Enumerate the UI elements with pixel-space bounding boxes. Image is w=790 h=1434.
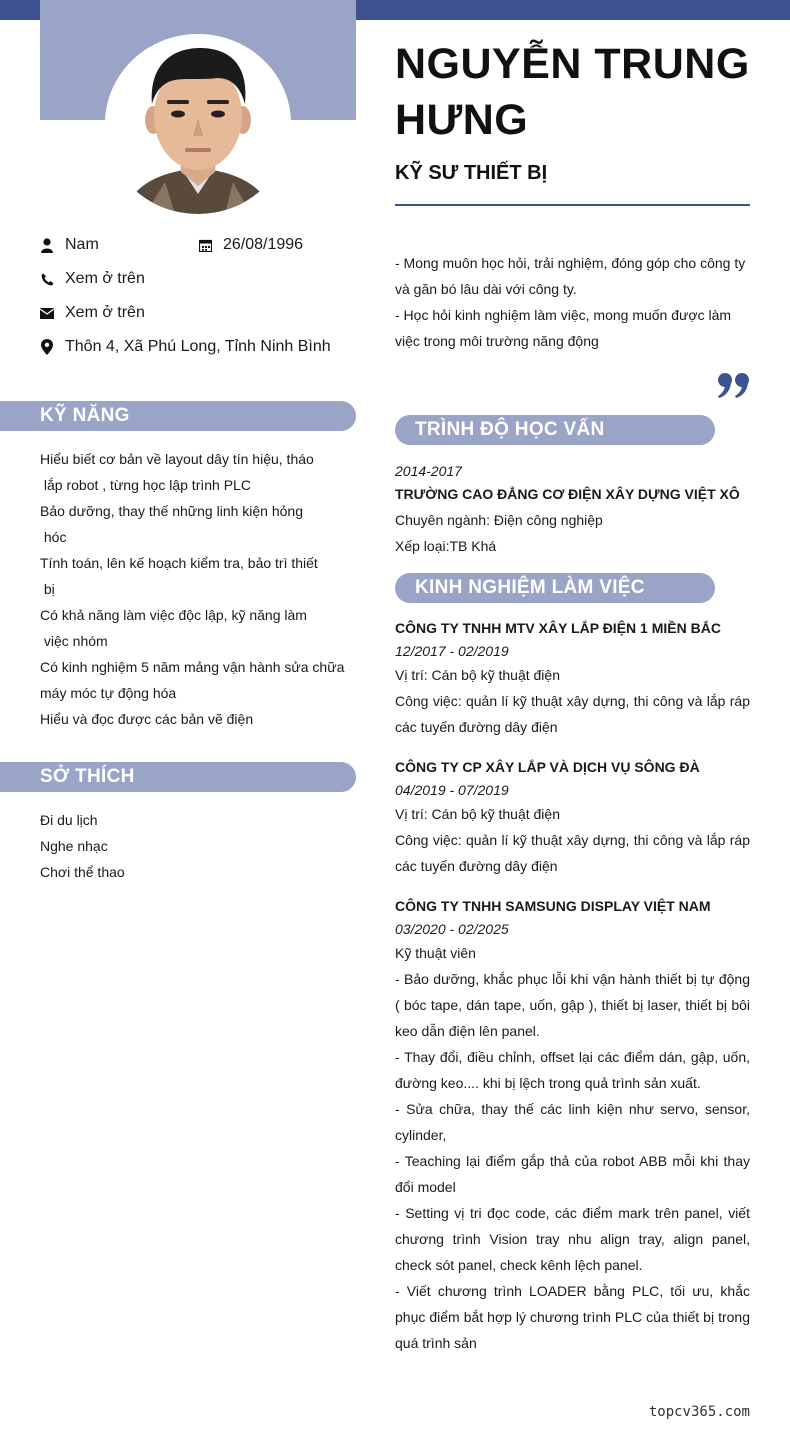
job-line: - Thay đổi, điều chỉnh, offset lại các điểm dán, gập, uốn, đường keo.... khi bị lệch trong quả trình sản xuất. (395, 1049, 750, 1091)
address-value: Thôn 4, Xã Phú Long, Tỉnh Ninh Bình (65, 338, 331, 355)
hobby-item: Chơi thể thao (40, 864, 125, 880)
school-name: TRƯỜNG CAO ĐẲNG CƠ ĐIỆN XÂY DỰNG VIỆT XÔ (395, 486, 740, 502)
skills-list (40, 446, 350, 732)
calendar-icon (198, 237, 212, 253)
watermark-footer: topcv365.com (648, 1404, 750, 1420)
education-grade: Xếp loại:TB Khá (395, 538, 497, 554)
gender-row (40, 236, 99, 254)
candidate-name: NGUYỄN TRUNG HƯNG (395, 40, 750, 144)
job-company: CÔNG TY TNHH SAMSUNG DISPLAY VIỆT NAM (395, 898, 711, 914)
skill-line: Có kinh nghiệm 5 năm mảng vận hành sửa chữa (40, 659, 345, 675)
job-line: - Setting vị tri đọc code, các điểm mark trên panel, viết chương trình Vision tray nhu align tray, align panel, check sót panel, check kênh lệch panel. (395, 1205, 750, 1273)
skill-line: lắp robot , từng học lập trình PLC (40, 477, 251, 493)
objective-line: - Học hỏi kinh nghiệm làm việc, mong muốn được làm việc trong môi trường năng động (395, 307, 732, 349)
skills-heading: KỸ NĂNG (0, 401, 356, 431)
objective-line: - Mong muôn học hỏi, trải nghiệm, đóng góp cho công ty và găn bó lâu dài với công ty. (395, 255, 746, 297)
education-major: Chuyên ngành: Điện công nghiệp (395, 512, 603, 528)
skill-line: bị (40, 581, 55, 597)
birthdate-row (198, 236, 303, 254)
job-period: 03/2020 - 02/2025 (395, 921, 509, 937)
job-company: CÔNG TY TNHH MTV XÂY LẮP ĐIỆN 1 MIỀN BẮC (395, 620, 721, 636)
hobby-item: Nghe nhạc (40, 838, 108, 854)
user-icon (40, 237, 54, 253)
birthdate-value: 26/08/1996 (223, 236, 304, 253)
profile-photo (105, 34, 291, 214)
job-entry (395, 616, 750, 740)
job-line: - Viết chương trình LOADER bằng PLC, tối ưu, khắc phục điểm bắt hợp lý chương trình PLC của thiết bị trong quá trình sản (395, 1283, 750, 1351)
gender-value: Nam (65, 236, 99, 253)
hobbies-list (40, 807, 350, 885)
job-line: - Sửa chữa, thay thế các linh kiện như servo, sensor, cylinder, (395, 1101, 750, 1143)
job-line: Công việc: quản lí kỹ thuật xây dựng, thi công và lắp ráp các tuyến đường dây điện (395, 693, 750, 735)
career-objective (395, 250, 750, 354)
skill-line: máy móc tự động hóa (40, 685, 177, 701)
envelope-icon (40, 305, 54, 321)
job-line: - Teaching lại điểm gắp thả của robot ABB mỗi khi thay đổi model (395, 1153, 750, 1195)
phone-row (40, 270, 145, 288)
job-period: 04/2019 - 07/2019 (395, 782, 509, 798)
education-entry (395, 458, 750, 559)
map-pin-icon (40, 339, 54, 355)
hobbies-heading: SỞ THÍCH (0, 762, 356, 792)
quote-icon (717, 372, 751, 403)
email-value: Xem ở trên (65, 304, 145, 321)
job-line: Kỹ thuật viên (395, 945, 476, 961)
education-heading: TRÌNH ĐỘ HỌC VẤN (395, 415, 715, 445)
job-entry (395, 894, 750, 1356)
skill-line: Hiểu biết cơ bản về layout dây tín hiệu, tháo (40, 451, 314, 467)
email-row (40, 304, 145, 322)
job-period: 12/2017 - 02/2019 (395, 643, 509, 659)
skill-line: Hiểu và đọc được các bản vẽ điện (40, 711, 254, 727)
skill-line: Bảo dưỡng, thay thế những linh kiện hỏng (40, 503, 303, 519)
title-divider (395, 204, 750, 206)
phone-value: Xem ở trên (65, 270, 145, 287)
job-line: Vị trí: Cán bộ kỹ thuật điện (395, 806, 560, 822)
skill-line: việc nhóm (40, 633, 108, 649)
experience-heading: KINH NGHIỆM LÀM VIỆC (395, 573, 715, 603)
address-row (40, 338, 331, 356)
job-line: Vị trí: Cán bộ kỹ thuật điện (395, 667, 560, 683)
job-entry (395, 755, 750, 879)
phone-icon (40, 271, 54, 287)
job-line: - Bảo dưỡng, khắc phục lỗi khi vận hành thiết bị tự động ( bóc tape, dán tape, uốn, gập ), thiết bị laser, thiết bị bôi keo dẫn điện lên panel. (395, 971, 750, 1039)
job-title: KỸ SƯ THIẾT BỊ (395, 162, 548, 184)
job-line: Công việc: quản lí kỹ thuật xây dựng, thi công và lắp ráp các tuyến đường dây điện (395, 832, 750, 874)
education-period: 2014-2017 (395, 463, 462, 479)
job-company: CÔNG TY CP XÂY LẮP VÀ DỊCH VỤ SÔNG ĐÀ (395, 759, 700, 775)
skill-line: Tính toán, lên kế hoạch kiểm tra, bảo trì thiết (40, 555, 318, 571)
skill-line: hóc (40, 529, 67, 545)
skill-line: Có khả năng làm việc độc lập, kỹ năng làm (40, 607, 307, 623)
hobby-item: Đi du lịch (40, 812, 98, 828)
